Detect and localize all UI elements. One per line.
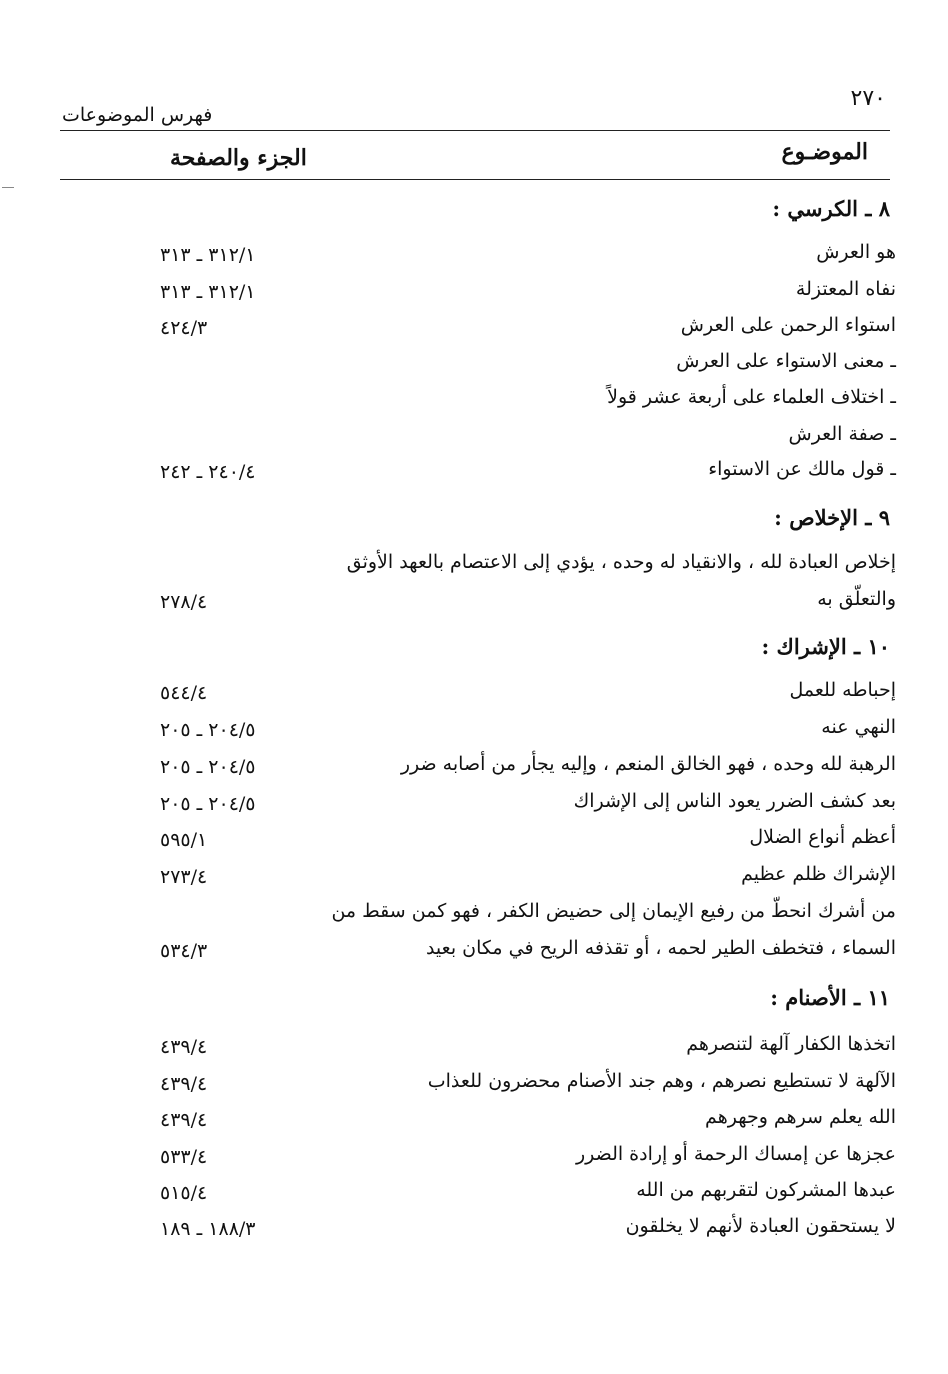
index-entry: اتخذها الكفار آلهة لتنصرهم [686,1033,896,1055]
index-entry: الله يعلم سرهم وجهرهم [705,1106,896,1128]
page-reference: ٢٤٠/٤ ـ ٢٤٢ [160,461,256,483]
page-reference: ١٨٨/٣ ـ ١٨٩ [160,1218,256,1240]
index-entry: استواء الرحمن على العرش [680,314,896,336]
page-reference: ٢٠٤/٥ ـ ٢٠٥ [160,756,256,778]
section-title-11: ١١ ـ الأصنام : [770,985,890,1010]
index-subentry: ـ قول مالك عن الاستواء [708,458,896,480]
index-entry: عبدها المشركون لتقربهم من الله [636,1179,896,1201]
page-reference: ٥٣٣/٤ [160,1146,208,1168]
index-entry: بعد كشف الضرر يعود الناس إلى الإشراك [573,790,896,812]
index-entry: هو العرش [816,241,896,263]
header-rule [60,130,890,131]
index-subentry: ـ معنى الاستواء على العرش [676,350,896,372]
page-reference: ٣١٢/١ ـ ٣١٣ [160,244,256,266]
section-title-8: ٨ ـ الكرسي : [772,196,890,221]
index-subentry: ـ صفة العرش [788,423,896,445]
page-reference: ٥١٥/٤ [160,1182,208,1204]
column-header-ref: الجزء والصفحة [170,145,307,171]
section-title-9: ٩ ـ الإخلاص : [774,505,890,530]
index-entry: إخلاص العبادة لله ، والانقياد له وحده ، يؤدي إلى الاعتصام بالعهد الأوثق [346,551,896,573]
page-reference: ٤٣٩/٤ [160,1109,208,1131]
index-entry: لا يستحقون العبادة لأنهم لا يخلقون [625,1215,896,1237]
page-reference: ٢٠٤/٥ ـ ٢٠٥ [160,719,256,741]
page-reference: ٥٩٥/١ [160,829,208,851]
column-header-topic: الموضـوع [781,139,868,165]
page-reference: ٤٢٤/٣ [160,317,208,339]
index-entry: النهي عنه [821,716,896,738]
index-subentry: ـ اختلاف العلماء على أربعة عشر قولاً [607,386,896,408]
edge-mark [2,187,14,188]
index-entry-continuation: السماء ، فتخطف الطير لحمه ، أو تقذفه الريح في مكان بعيد [425,937,896,959]
page-reference: ٤٣٩/٤ [160,1036,208,1058]
index-entry: الآلهة لا تستطيع نصرهم ، وهم جند الأصنام محضرون للعذاب [427,1070,896,1092]
page-reference: ٥٤٤/٤ [160,682,208,704]
page-reference: ٤٣٩/٤ [160,1073,208,1095]
index-entry: إحباطه للعمل [789,679,896,701]
page-reference: ٣١٢/١ ـ ٣١٣ [160,281,256,303]
running-head: فهرس الموضوعات [62,104,213,126]
index-entry: الرهبة لله وحده ، فهو الخالق المنعم ، وإليه يجأر من أصابه ضرر [400,753,896,775]
page-reference: ٢٧٨/٤ [160,591,208,613]
section-title-10: ١٠ ـ الإشراك : [761,634,890,659]
index-entry: عجزها عن إمساك الرحمة أو إرادة الضرر [575,1143,896,1165]
column-header-rule [60,179,890,180]
page-reference: ٢٧٣/٤ [160,866,208,888]
index-entry: نفاه المعتزلة [795,278,896,300]
index-entry: الإشراك ظلم عظيم [741,863,896,885]
page-reference: ٥٣٤/٣ [160,940,208,962]
index-entry: من أشرك انحطّ من رفيع الإيمان إلى حضيض الكفر ، فهو كمن سقط من [331,900,896,922]
page-number: ٢٧٠ [850,86,886,111]
index-entry-continuation: والتعلّق به [817,588,896,610]
index-entry: أعظم أنواع الضلال [749,826,896,848]
page-reference: ٢٠٤/٥ ـ ٢٠٥ [160,793,256,815]
